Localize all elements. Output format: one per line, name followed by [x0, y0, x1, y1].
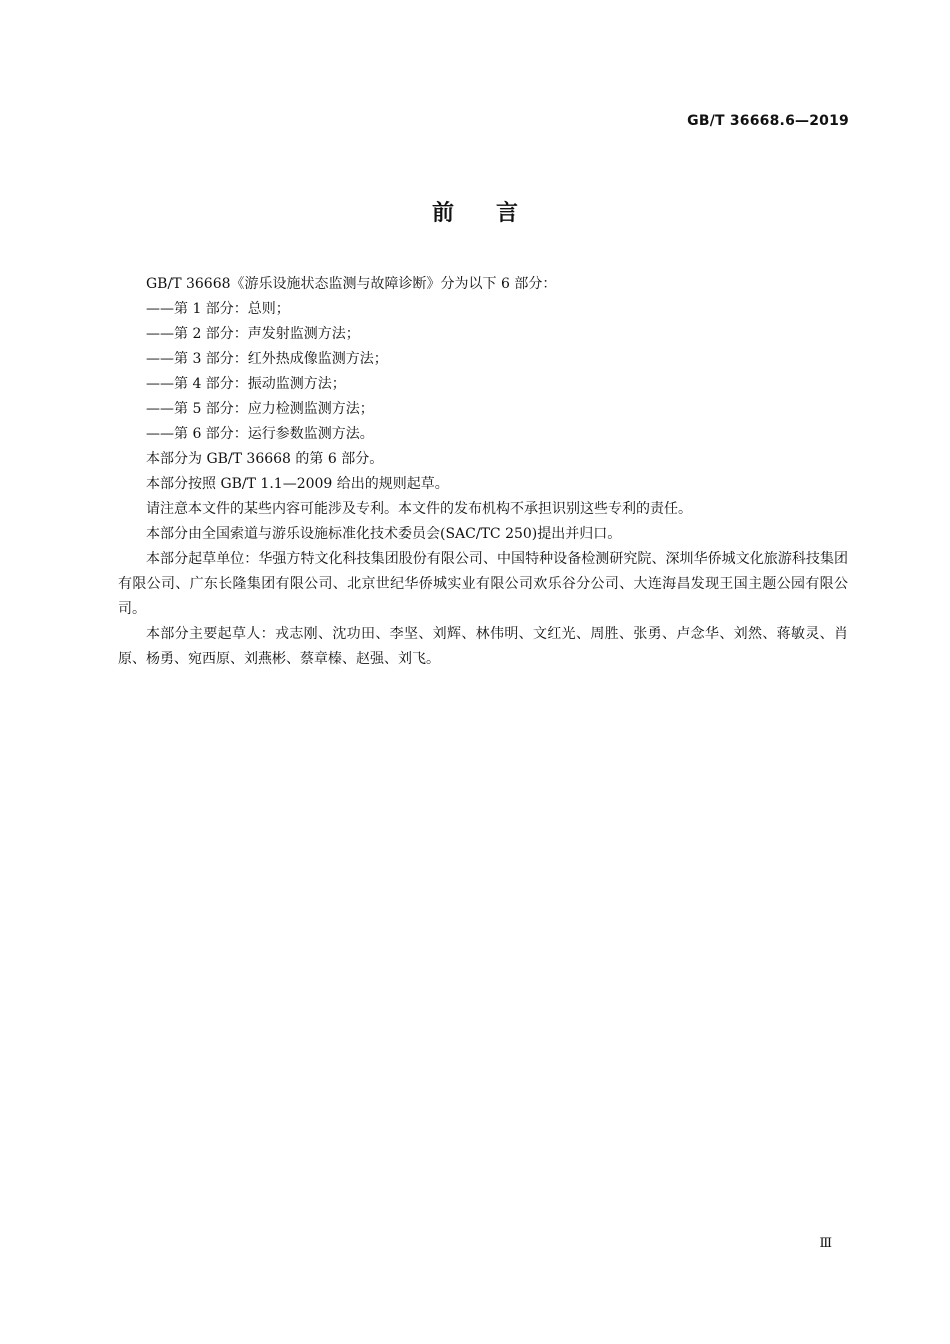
part-list-item: ——第 3 部分：红外热成像监测方法；: [146, 351, 388, 367]
part-list-item: ——第 1 部分：总则；: [146, 301, 290, 317]
body-paragraph: 本部分按照 GB/T 1.1—2009 给出的规则起草。: [146, 476, 449, 492]
body-paragraph: 请注意本文件的某些内容可能涉及专利。本文件的发布机构不承担识别这些专利的责任。: [146, 501, 692, 517]
body-paragraph: 本部分由全国索道与游乐设施标准化技术委员会(SAC/TC 250)提出并归口。: [146, 526, 622, 542]
part-list-item: ——第 5 部分：应力检测监测方法；: [146, 401, 374, 417]
part-list-item: ——第 2 部分：声发射监测方法；: [146, 326, 360, 342]
intro-paragraph: GB/T 36668《游乐设施状态监测与故障诊断》分为以下 6 部分：: [146, 276, 557, 292]
drafting-units-paragraph: 本部分起草单位：华强方特文化科技集团股份有限公司、中国特种设备检测研究院、深圳华侨城文化旅游科技集团有限公司、广东长隆集团有限公司、北京世纪华侨城实业有限公司欢乐谷分公司、大连海昌发现王国主题公园有限公司。: [118, 551, 848, 617]
part-list-item: ——第 6 部分：运行参数监测方法。: [146, 426, 374, 442]
part-list-item: ——第 4 部分：振动监测方法；: [146, 376, 346, 392]
standard-code: GB/T 36668.6—2019: [687, 113, 849, 129]
page-title: 前言: [431, 201, 560, 226]
body-paragraph: 本部分为 GB/T 36668 的第 6 部分。: [146, 451, 384, 467]
page-number: Ⅲ: [819, 1236, 832, 1251]
document-body: [118, 272, 848, 672]
drafters-paragraph: 本部分主要起草人：戎志刚、沈功田、李坚、刘辉、林伟明、文红光、周胜、张勇、卢念华、刘然、蒋敏灵、肖原、杨勇、宛西原、刘燕彬、蔡章榛、赵强、刘飞。: [118, 626, 848, 667]
